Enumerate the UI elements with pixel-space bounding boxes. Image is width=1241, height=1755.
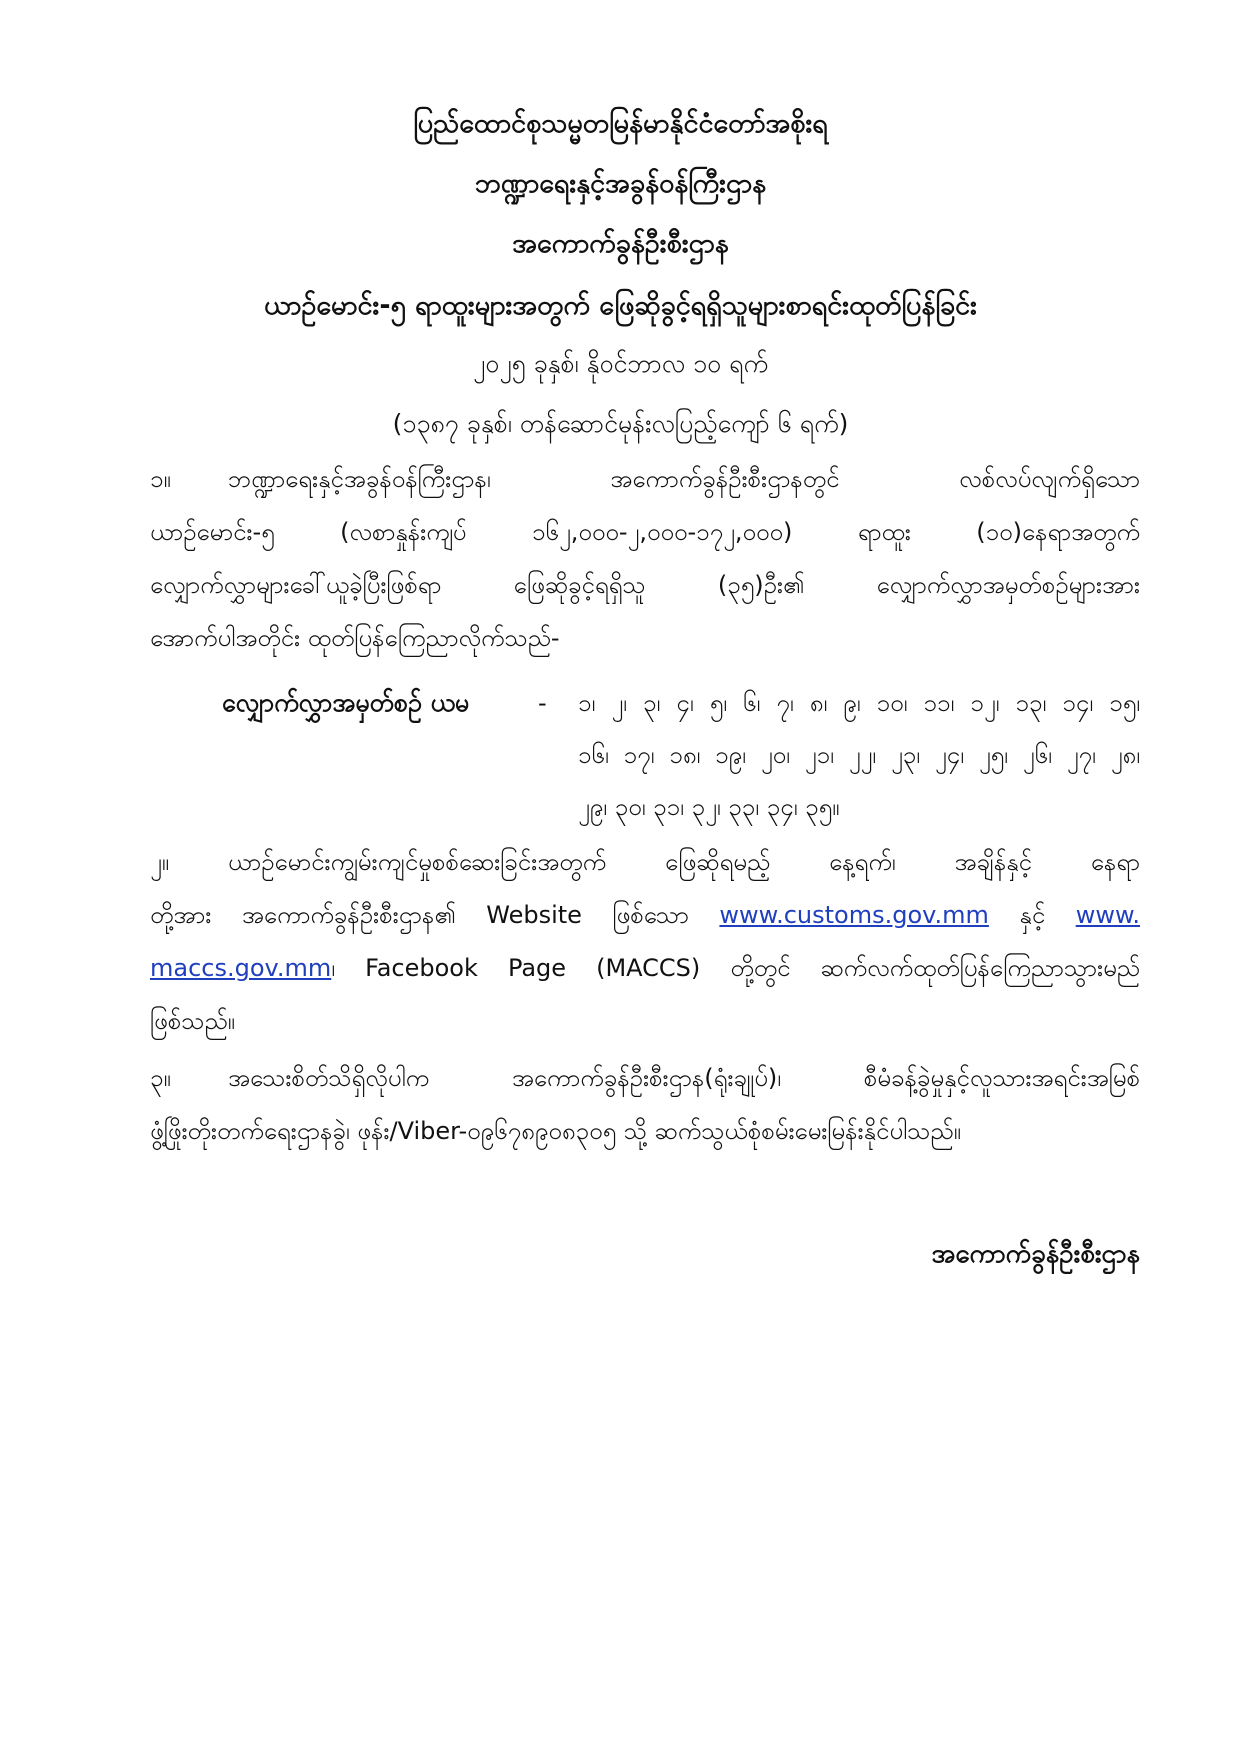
maccs-website-link-end[interactable]: maccs.gov.mm (150, 954, 332, 982)
para2-text-and: နှင့် (988, 901, 1076, 929)
department-name: အကောက်ခွန်ဦးစီးဌာန (512, 228, 729, 259)
para3-number: ၃။ (150, 1064, 171, 1092)
para2-line2 (150, 895, 1140, 935)
para1-line2: ယာဉ်မောင်း-၅ (လစာနှုန်းကျပ် ၁၆၂,၀၀၀-၂,၀၀၀-၁၇၂,၀၀၀) ရာထူး (၁၀)နေရာအတွက် (150, 518, 1140, 546)
para1-text-1: ဘဏ္ဍာရေးနှင့်အခွန်ဝန်ကြီးဌာန၊ အကောက်ခွန်ဦးစီးဌာနတွင် လစ်လပ်လျက်ရှိသော (228, 465, 1140, 493)
para2-text-3: ၊ Facebook Page (MACCS) တို့တွင် ဆက်လက်ထုတ်ပြန်ကြေညာသွားမည် (331, 954, 1140, 982)
maccs-website-link-start[interactable]: www. (1075, 901, 1140, 929)
para2-text-2: တို့အား အကောက်ခွန်ဦးစီးဌာန၏ Website ဖြစ်သော (150, 901, 720, 929)
para2-line3 (150, 948, 1140, 988)
para1-line4: အောက်ပါအတိုင်း ထုတ်ပြန်ကြေညာလိုက်သည်- (150, 624, 560, 652)
para1-line3: လျှောက်လွှာများခေါ်ယူခဲ့ပြီးဖြစ်ရာ ဖြေဆိုခွင့်ရရှိသူ (၃၅)ဦး၏ လျှောက်လွှာအမှတ်စဉ်များအား (150, 571, 1140, 599)
application-list-label: လျှောက်လွှာအမှတ်စဉ် ယမ (222, 688, 470, 717)
para2-line1 (150, 842, 1140, 882)
para3-line1 (150, 1058, 1140, 1098)
para2-line4: ဖြစ်သည်။ (150, 1007, 235, 1035)
application-list-dash: - (538, 689, 547, 717)
announcement-date: ၂၀၂၅ ခုနှစ်၊ နိုဝင်ဘာလ ၁၀ ရက် (472, 349, 769, 378)
para2-number: ၂။ (150, 848, 170, 876)
para2-text-1: ယာဉ်မောင်းကျွမ်းကျင်မှုစစ်ဆေးခြင်းအတွက် ဖြေဆိုရမည့် နေ့ရက်၊ အချိန်နှင့် နေရာ (228, 848, 1140, 876)
announcement-date-myanmar: (၁၃၈၇ ခုနှစ်၊ တန်ဆောင်မုန်းလပြည့်ကျော် ၆ ရက်) (392, 409, 849, 438)
application-list-row: ၁၊ ၂၊ ၃၊ ၄၊ ၅၊ ၆၊ ၇၊ ၈၊ ၉၊ ၁၀၊ ၁၁၊ ၁၂၊ ၁၃၊ ၁၄၊ ၁၅၊ (578, 689, 1140, 717)
customs-website-link[interactable]: www.customs.gov.mm (719, 901, 989, 929)
announcement-title: ယာဉ်မောင်း-၅ ရာထူးများအတွက် ဖြေဆိုခွင့်ရရှိသူများစာရင်းထုတ်ပြန်ခြင်း (264, 290, 977, 321)
application-list-row: ၂၉၊ ၃၀၊ ၃၁၊ ၃၂၊ ၃၃၊ ၃၄၊ ၃၅။ (578, 793, 840, 821)
para3-text-1: အသေးစိတ်သိရှိလိုပါက အကောက်ခွန်ဦးစီးဌာန(ရုံးချုပ်)၊ စီမံခန့်ခွဲမှုနှင့်လူသားအရင်းအမြစ် (228, 1064, 1140, 1092)
application-list-row: ၁၆၊ ၁၇၊ ၁၈၊ ၁၉၊ ၂၀၊ ၂၁၊ ၂၂၊ ၂၃၊ ၂၄၊ ၂၅၊ ၂၆၊ ၂၇၊ ၂၈၊ (578, 741, 1140, 769)
para1-number: ၁။ (150, 465, 171, 493)
para1-line1 (150, 459, 1140, 499)
government-name: ပြည်ထောင်စုသမ္မတမြန်မာနိုင်ငံတော်အစိုးရ (413, 108, 828, 139)
ministry-name: ဘဏ္ဍာရေးနှင့်အခွန်ဝန်ကြီးဌာန (474, 168, 767, 199)
signature-department: အကောက်ခွန်ဦးစီးဌာန (931, 1239, 1140, 1269)
para3-line2: ဖွံ့ဖြိုးတိုးတက်ရေးဌာနခွဲ၊ ဖုန်း/Viber-၀၉၆၇၈၉၀၈၃၀၅ သို့ ဆက်သွယ်စုံစမ်းမေးမြန်းနိုင်ပါသည်။ (150, 1117, 961, 1145)
